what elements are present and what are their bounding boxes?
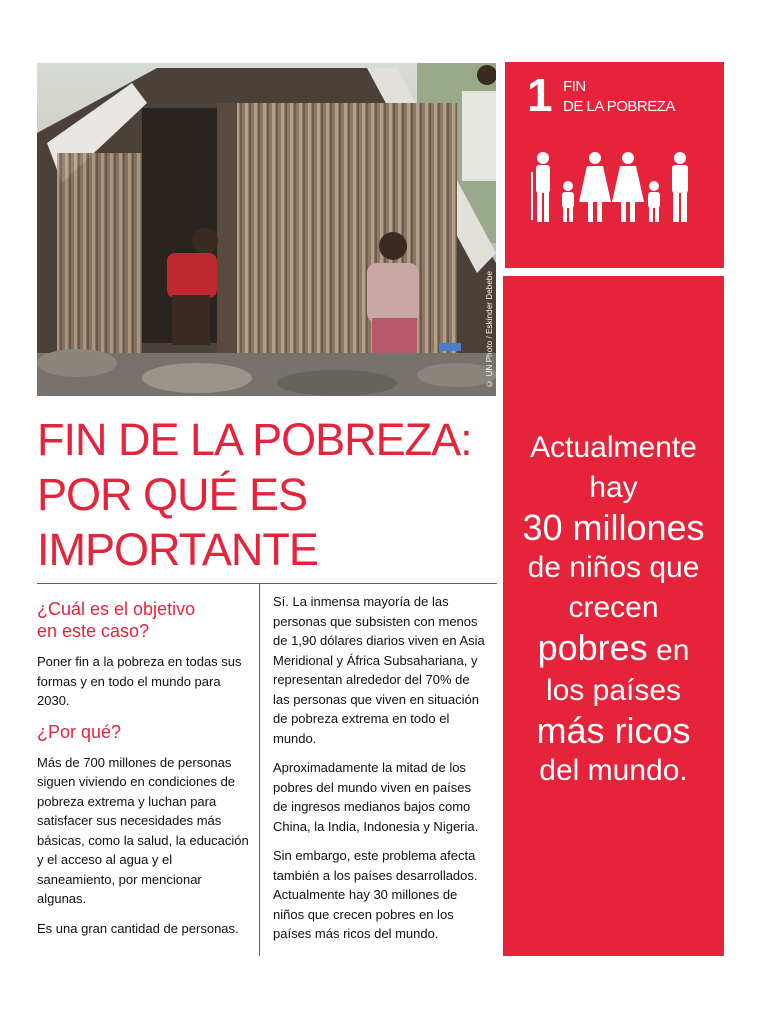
photo-credit: © UN Photo / Eskinder Debebe	[485, 271, 494, 388]
stat-line: del mundo.	[539, 754, 688, 787]
title-line: POR QUÉ ES	[37, 469, 308, 520]
question-line: ¿Cuál es el objetivo	[37, 599, 196, 619]
body-paragraph: Sin embargo, este problema afecta también a los países desarrollados. Actualmente hay 30 millones de niños que crecen pobres en los países más ricos del mundo.	[273, 848, 478, 941]
stat-highlight: pobres	[537, 627, 648, 668]
title-line: IMPORTANTE	[37, 524, 318, 575]
family-icon	[527, 152, 699, 224]
statistic-text	[503, 428, 724, 791]
statistic-panel	[503, 276, 724, 956]
title-line: FIN DE LA POBREZA:	[37, 414, 472, 465]
horizontal-divider	[37, 583, 497, 584]
stat-word: en	[647, 634, 690, 667]
photo-shelter	[37, 63, 496, 396]
question-heading	[37, 598, 250, 642]
page-title	[37, 412, 497, 577]
left-column	[37, 592, 250, 948]
stat-line: Actualmente	[530, 431, 697, 464]
column-divider	[259, 584, 260, 956]
stat-line: los países	[545, 674, 682, 707]
answer-paragraph: Es una gran cantidad de personas.	[37, 920, 239, 936]
answer-paragraph: Poner fin a la pobreza en todas sus formas y en todo el mundo para 2030.	[37, 654, 242, 708]
hero-photo	[37, 63, 496, 396]
stat-highlight: 30 millones	[522, 507, 705, 548]
body-paragraph: Sí. La inmensa mayoría de las personas que subsisten con menos de 1,90 dólares diarios viven en Asia Meridional y África Subsahariana, y representan alrededor del 70% de las personas que viven en situación de pobreza extrema en todo el mundo.	[273, 594, 485, 746]
stat-line	[503, 628, 724, 671]
sdg-goal-badge	[505, 62, 724, 268]
body-paragraph: Aproximadamente la mitad de los pobres del mundo viven en países de ingresos medianos bajos como China, la India, Indonesia y Nigeria.	[273, 760, 479, 834]
stat-line: de niños que	[527, 551, 700, 584]
question-line: en este caso?	[37, 621, 150, 641]
goal-title-line2: DE LA POBREZA	[563, 98, 675, 115]
stat-highlight: más ricos	[536, 710, 691, 751]
goal-number: 1	[527, 69, 552, 121]
stat-line: crecen	[568, 591, 659, 624]
goal-title	[563, 77, 675, 117]
goal-title-line1: FIN	[563, 78, 586, 95]
answer-paragraph: Más de 700 millones de personas siguen viviendo en condiciones de pobreza extrema y luchan para satisfacer sus necesidades más básicas, como la salud, la educación y el acceso al agua y el saneamiento, por mencionar algunas.	[37, 754, 249, 906]
right-column	[273, 592, 488, 954]
question-heading: ¿Por qué?	[37, 721, 122, 742]
stat-line: hay	[589, 471, 638, 504]
